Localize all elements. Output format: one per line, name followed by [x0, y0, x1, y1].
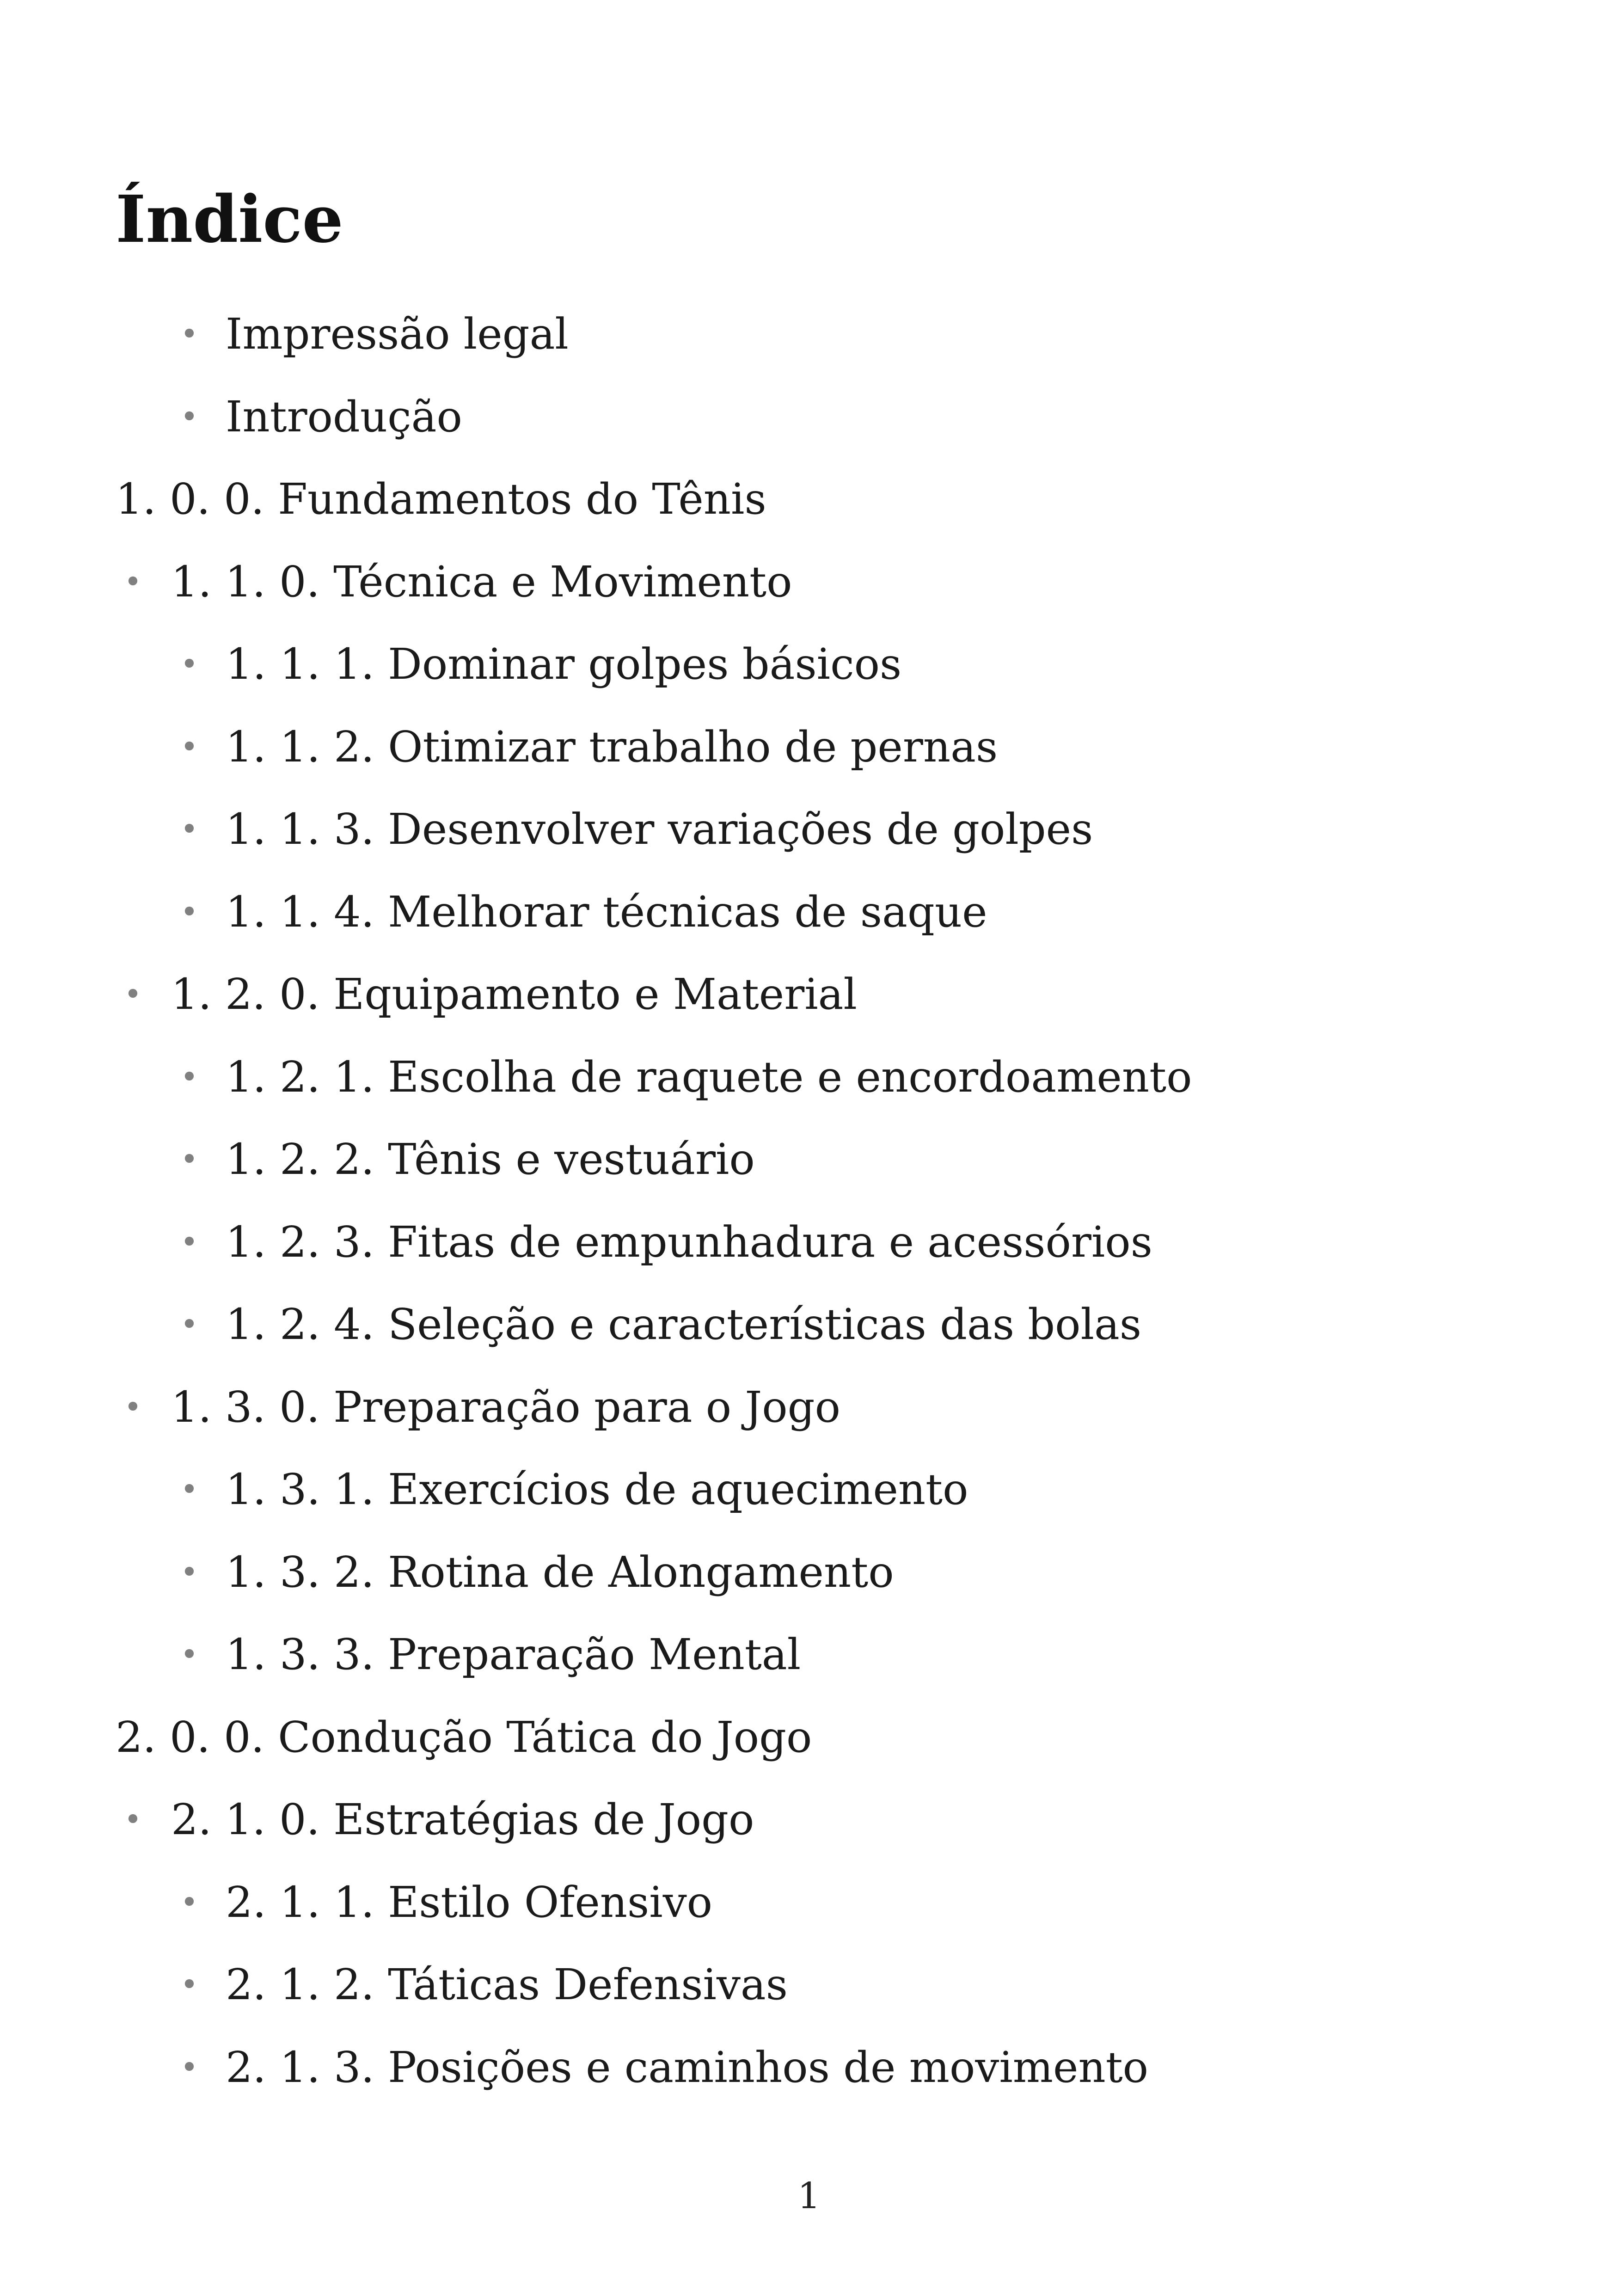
- toc-entry[interactable]: [0, 1861, 1618, 1944]
- bullet-icon: •: [180, 1637, 198, 1672]
- bullet-icon: •: [180, 2049, 198, 2085]
- toc-entry[interactable]: [0, 1696, 1618, 1779]
- toc-entry[interactable]: [0, 1531, 1618, 1614]
- bullet-icon: •: [180, 1142, 198, 1177]
- toc-entry[interactable]: [0, 1283, 1618, 1366]
- toc-entry-label[interactable]: 1. 3. 0. Preparação para o Jogo: [171, 1382, 840, 1432]
- toc-entry-label[interactable]: 2. 1. 1. Estilo Ofensivo: [226, 1877, 713, 1927]
- bullet-icon: •: [180, 1884, 198, 1920]
- toc-entry[interactable]: [0, 623, 1618, 706]
- toc-entry-label[interactable]: 1. 1. 1. Dominar golpes básicos: [226, 639, 902, 689]
- bullet-icon: •: [180, 1472, 198, 1507]
- toc-entry[interactable]: [0, 871, 1618, 954]
- bullet-icon: •: [180, 1967, 198, 2002]
- bullet-icon: •: [180, 646, 198, 682]
- toc-entry[interactable]: [0, 1944, 1618, 2026]
- toc-entry[interactable]: [0, 458, 1618, 541]
- toc-entry-label[interactable]: Introdução: [226, 392, 462, 442]
- toc-entry[interactable]: [0, 1366, 1618, 1449]
- bullet-icon: •: [124, 1802, 142, 1837]
- toc-entry-label[interactable]: 1. 0. 0. Fundamentos do Tênis: [116, 474, 766, 524]
- toc-entry-label[interactable]: 1. 2. 1. Escolha de raquete e encordoamento: [226, 1052, 1192, 1102]
- toc-entry-label[interactable]: 1. 1. 4. Melhorar técnicas de saque: [226, 887, 987, 937]
- toc-entry-label[interactable]: 1. 3. 2. Rotina de Alongamento: [226, 1547, 894, 1597]
- toc-list: [0, 293, 1618, 2109]
- toc-entry[interactable]: [0, 2026, 1618, 2109]
- toc-entry-label[interactable]: 1. 1. 2. Otimizar trabalho de pernas: [226, 722, 998, 772]
- bullet-icon: •: [180, 1224, 198, 1260]
- toc-entry[interactable]: [0, 953, 1618, 1036]
- bullet-icon: •: [180, 1554, 198, 1590]
- toc-entry[interactable]: [0, 1449, 1618, 1531]
- toc-entry[interactable]: [0, 293, 1618, 376]
- toc-entry[interactable]: [0, 1201, 1618, 1284]
- toc-entry[interactable]: [0, 706, 1618, 789]
- bullet-icon: •: [124, 976, 142, 1012]
- toc-entry[interactable]: [0, 376, 1618, 459]
- toc-entry-label[interactable]: 2. 0. 0. Condução Tática do Jogo: [116, 1712, 812, 1762]
- toc-entry-label[interactable]: 1. 3. 3. Preparação Mental: [226, 1630, 801, 1679]
- toc-entry-label[interactable]: 2. 1. 2. Táticas Defensivas: [226, 1960, 788, 2009]
- bullet-icon: •: [180, 399, 198, 435]
- bullet-icon: •: [180, 729, 198, 765]
- page-number: 1: [797, 2175, 821, 2217]
- bullet-icon: •: [180, 1059, 198, 1095]
- toc-entry-label[interactable]: Impressão legal: [226, 309, 569, 359]
- bullet-icon: •: [180, 316, 198, 352]
- bullet-icon: •: [180, 811, 198, 847]
- toc-entry[interactable]: [0, 788, 1618, 871]
- toc-entry-label[interactable]: 1. 2. 4. Seleção e características das bolas: [226, 1300, 1142, 1349]
- toc-entry-label[interactable]: 1. 2. 2. Tênis e vestuário: [226, 1135, 755, 1184]
- toc-entry-label[interactable]: 1. 2. 3. Fitas de empunhadura e acessórios: [226, 1217, 1152, 1267]
- bullet-icon: •: [180, 1307, 198, 1342]
- toc-entry-label[interactable]: 1. 1. 0. Técnica e Movimento: [171, 557, 792, 607]
- bullet-icon: •: [180, 894, 198, 930]
- toc-entry[interactable]: [0, 1118, 1618, 1201]
- toc-entry-label[interactable]: 1. 2. 0. Equipamento e Material: [171, 970, 857, 1019]
- toc-entry-label[interactable]: 2. 1. 3. Posições e caminhos de movimento: [226, 2042, 1149, 2092]
- toc-entry-label[interactable]: 2. 1. 0. Estratégias de Jogo: [171, 1795, 754, 1844]
- bullet-icon: •: [124, 564, 142, 600]
- bullet-icon: •: [124, 1389, 142, 1425]
- toc-entry[interactable]: [0, 1779, 1618, 1861]
- toc-entry[interactable]: [0, 1614, 1618, 1696]
- toc-title: Índice: [116, 182, 343, 258]
- toc-entry[interactable]: [0, 541, 1618, 624]
- toc-entry-label[interactable]: 1. 1. 3. Desenvolver variações de golpes: [226, 804, 1093, 854]
- toc-entry[interactable]: [0, 1036, 1618, 1119]
- toc-entry-label[interactable]: 1. 3. 1. Exercícios de aquecimento: [226, 1465, 968, 1514]
